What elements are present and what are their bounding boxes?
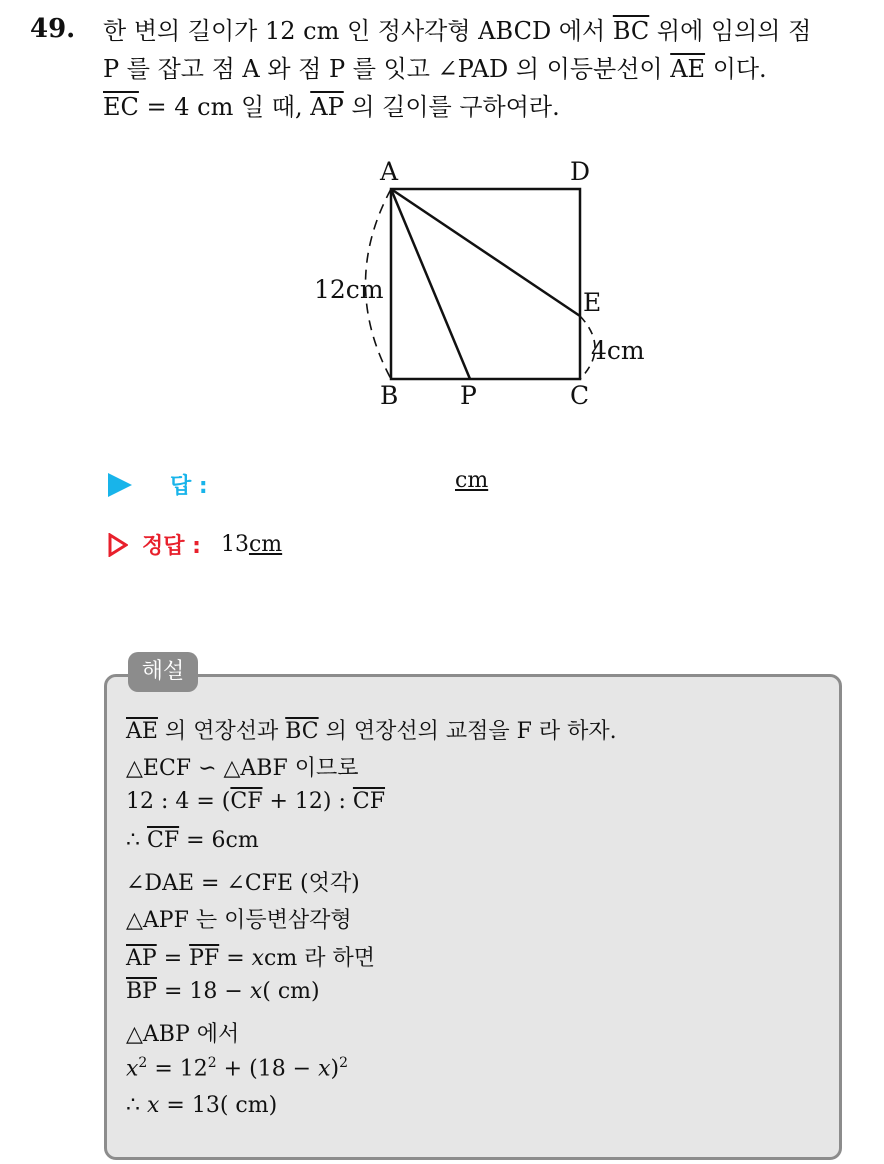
explanation-line-1: $\overline{AE}$ 의 연장선과 $\overline{BC}$ 의 연장선의 교점을 F 라 하자. (126, 719, 617, 744)
answer-arrow-icon (108, 473, 132, 497)
correct-value: 13cm (220, 532, 283, 557)
label-e: E (583, 288, 602, 317)
question-line-2: P 를 잡고 점 A 와 점 P 를 잇고 ∠PAD 의 이등분선이 $\overline{AE}$ 이다. (103, 55, 767, 83)
question-line-1: 한 변의 길이가 12 cm 인 정사각형 ABCD 에서 $\overline{BC}$ 위에 임의의 점 (103, 17, 812, 45)
question-line-3: $\overline{EC} = 4$ cm 일 때, $\overline{AP}$ 의 길이를 구하여라. (103, 93, 560, 121)
label-a: A (380, 157, 399, 186)
explanation-line-8: $\overline{BP} = 18 - x$( cm) (126, 979, 320, 1004)
ec-length-label: 4cm (591, 336, 645, 365)
correct-answer-row (108, 529, 282, 560)
correct-label: 정답 : (142, 534, 201, 559)
answer-unit: cm (455, 468, 489, 493)
segment-ae (391, 189, 580, 316)
explanation-line-2: △ECF ∽ △ABF 이므로 (126, 756, 359, 781)
label-c: C (570, 381, 590, 410)
explanation-line-10: $x^2 = 12^2 + (18 - x)^2$ (126, 1055, 349, 1082)
square-figure (300, 155, 670, 420)
explanation-line-6: △APF 는 이등변삼각형 (126, 908, 352, 933)
explanation-line-3: 12 : $4 = (\overline{CF} + 12)$ : $\overline{CF}$ (126, 789, 386, 814)
label-b: B (380, 381, 399, 410)
label-p: P (460, 381, 477, 410)
side-length-label: 12cm (314, 275, 384, 304)
label-d: D (570, 157, 591, 186)
explanation-tag: 해설 (128, 652, 198, 692)
explanation-line-7: $\overline{AP} = \overline{PF}$ = xcm 라 하면 (126, 946, 375, 971)
segment-ap (391, 189, 470, 379)
explanation-line-5: ∠DAE = ∠CFE (엇각) (126, 871, 360, 896)
question-number: 49. (30, 14, 76, 44)
answer-label: 답 : (170, 474, 208, 499)
square-abcd (391, 189, 580, 379)
explanation-line-9: △ABP 에서 (126, 1022, 240, 1047)
correct-arrow-icon (108, 533, 128, 557)
explanation-line-4: ∴ $\overline{CF} = 6cm$ (126, 828, 259, 853)
answer-row (108, 469, 208, 500)
explanation-line-11: ∴ x = 13( cm) (126, 1093, 278, 1118)
